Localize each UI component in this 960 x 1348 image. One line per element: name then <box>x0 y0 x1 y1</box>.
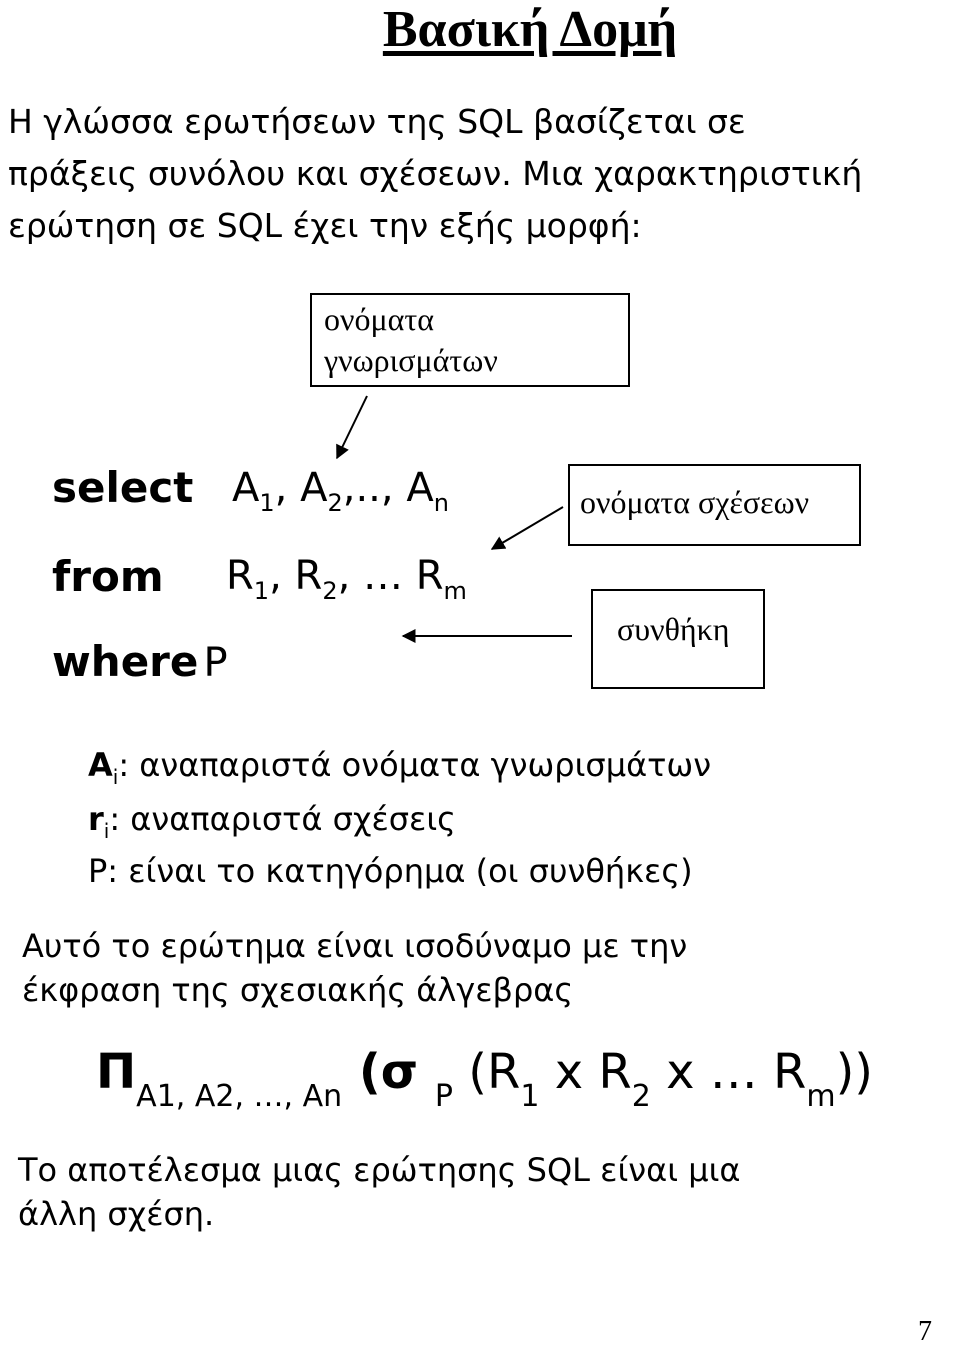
attributes-callout-line: ονόματα <box>324 301 435 337</box>
arrow-to-relations <box>492 507 563 549</box>
arrow-to-attributes <box>337 396 367 458</box>
intro-line: πράξεις συνόλου και σχέσεων. Μια χαρακτηριστική <box>8 154 863 193</box>
predicate: P <box>203 640 228 686</box>
where-keyword: where <box>52 637 199 686</box>
relational-algebra-formula: $\Pi_{A1, A2, \dots, An}$ (σ $_P$ ($R_1$ x $R_2$ x … $R_m$)) <box>96 1044 874 1114</box>
legend-relations: $r_i$: αναπαριστά σχέσεις <box>88 800 456 843</box>
conclusion-line: άλλη σχέση. <box>18 1195 215 1233</box>
page-title: Βασική Δομή <box>382 1 678 58</box>
attributes-callout-line: γνωρισμάτων <box>324 342 498 378</box>
condition-callout-text: συνθήκη <box>617 611 730 647</box>
equivalence-paragraph <box>22 924 687 1012</box>
page-number: 7 <box>918 1316 932 1347</box>
intro-line: Η γλώσσα ερωτήσεων της SQL βασίζεται σε <box>8 102 746 141</box>
equivalence-line: Αυτό το ερώτημα είναι ισοδύναμο με την <box>22 927 688 965</box>
select-keyword: select <box>52 463 194 512</box>
relations-callout-text: ονόματα σχέσεων <box>580 484 810 520</box>
intro-line: ερώτηση σε SQL έχει την εξής μορφή: <box>8 206 642 245</box>
legend-predicate: P: είναι το κατηγόρημα (οι συνθήκες) <box>88 852 693 890</box>
from-relation-list: $R_1$, $R_2$, … $R_m$ <box>226 553 467 605</box>
where-clause <box>52 637 228 686</box>
conclusion-paragraph <box>18 1148 741 1236</box>
select-attribute-list: $A_1$, $A_2$,.., $A_n$ <box>232 465 449 517</box>
conclusion-line: Το αποτέλεσμα μιας ερώτησης SQL είναι μια <box>18 1151 741 1189</box>
equivalence-line: έκφραση της σχεσιακής άλγεβρας <box>22 971 574 1009</box>
from-keyword: from <box>52 552 164 601</box>
legend-attributes: $A_i$: αναπαριστά ονόματα γνωρισμάτων <box>88 746 712 789</box>
